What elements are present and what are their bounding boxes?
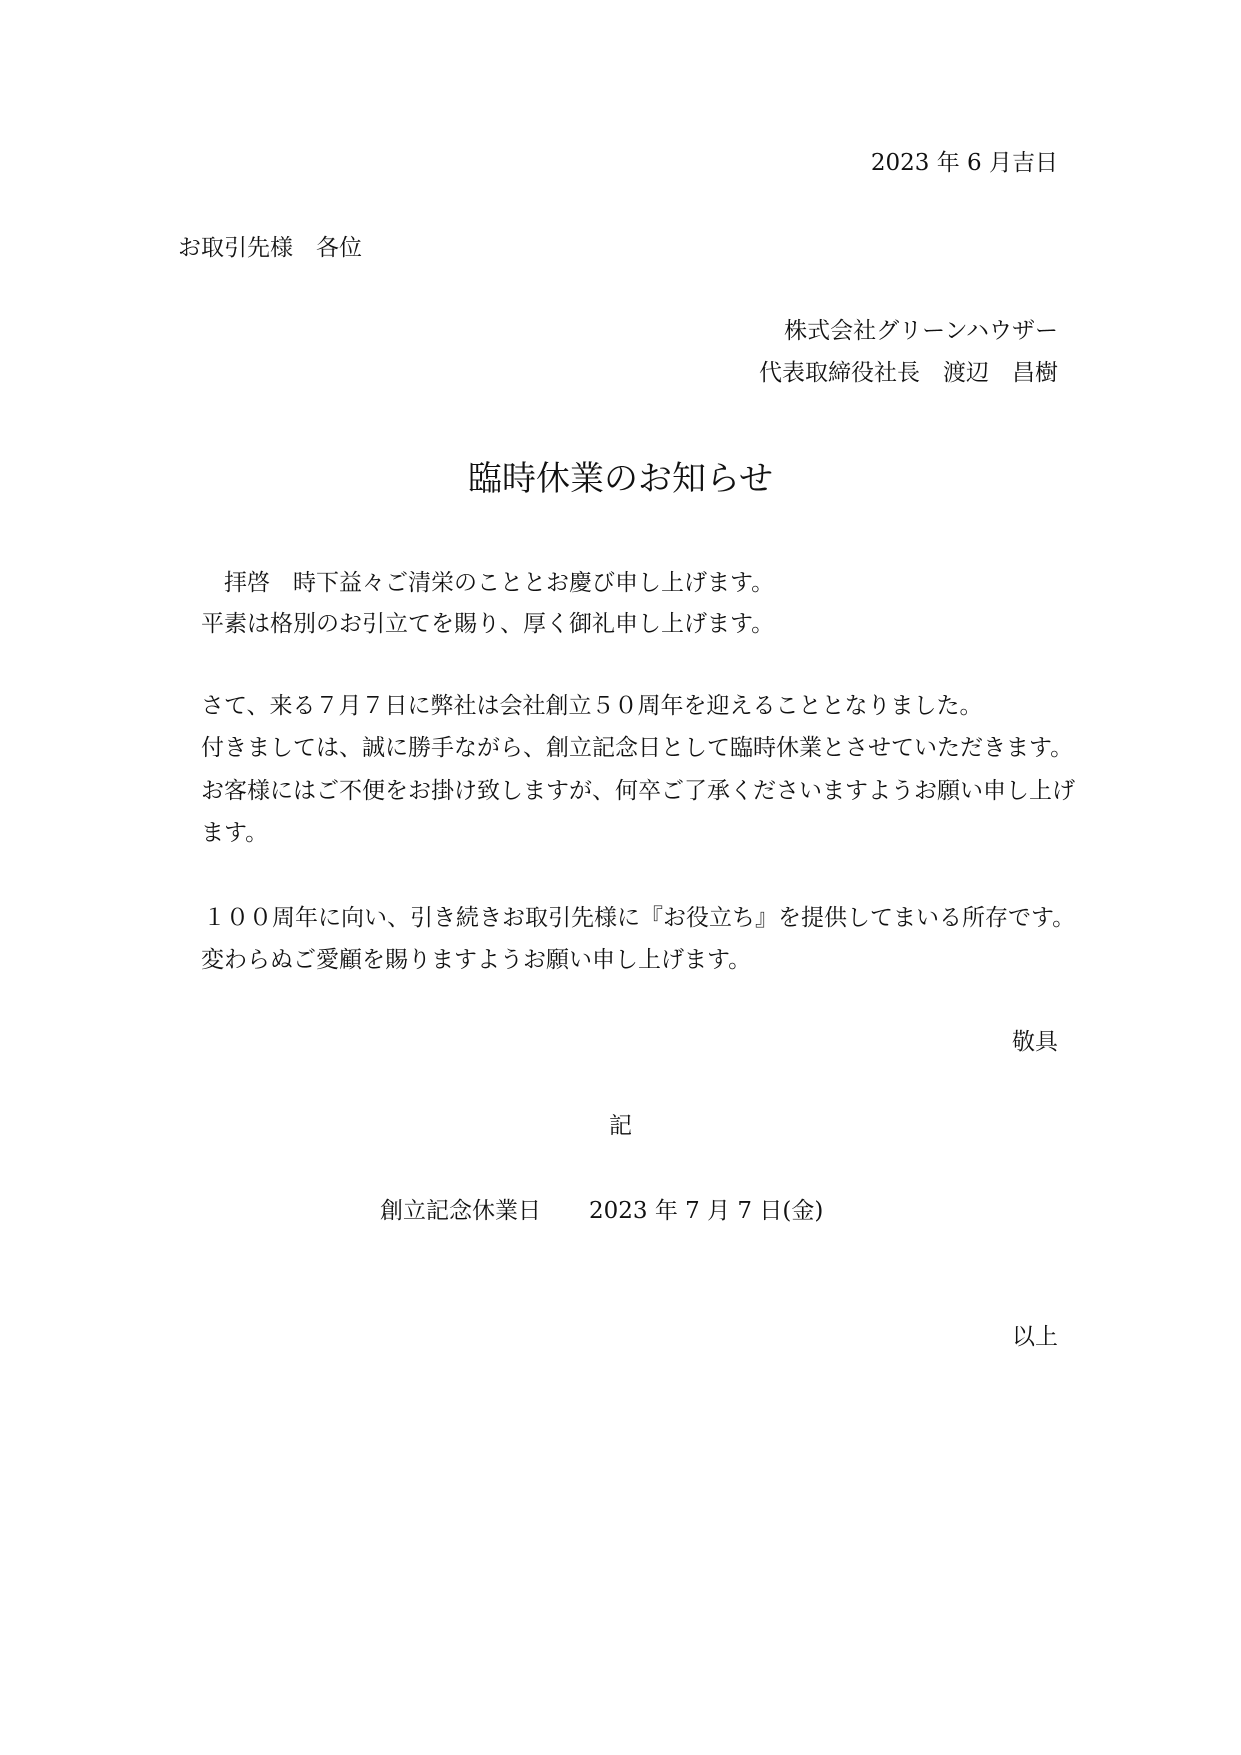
body-line-1: さて、来る７月７日に弊社は会社創立５０周年を迎えることとなりました。	[201, 693, 983, 719]
holiday-detail-row	[380, 1196, 823, 1226]
holiday-date: 2023 年 7 月 7 日(金)	[589, 1198, 824, 1224]
document-title: 臨時休業のお知らせ	[468, 459, 773, 499]
body-line-6: 変わらぬご愛顧を賜りますようお願い申し上げます。	[201, 947, 752, 973]
holiday-label: 創立記念休業日	[380, 1198, 541, 1224]
body-line-2: 付きましては、誠に勝手ながら、創立記念日として臨時休業とさせていただきます。	[201, 735, 1074, 761]
recipient-line: お取引先様 各位	[178, 235, 362, 261]
ki-heading: 記	[609, 1113, 632, 1139]
sender-company: 株式会社グリーンハウザー	[784, 318, 1058, 344]
closing-keigu: 敬具	[1012, 1029, 1058, 1055]
greeting-line-1: 拝啓 時下益々ご清栄のこととお慶び申し上げます。	[201, 570, 775, 596]
end-mark-ijou: 以上	[1012, 1324, 1058, 1350]
body-line-5: １００周年に向い、引き続きお取引先様に『お役立ち』を提供してまいる所存です。	[203, 905, 1076, 931]
greeting-line-2: 平素は格別のお引立てを賜り、厚く御礼申し上げます。	[201, 611, 775, 637]
body-line-4: ます。	[201, 820, 269, 846]
letter-date: 2023 年 6 月吉日	[870, 150, 1058, 176]
sender-person: 代表取締役社長 渡辺 昌樹	[759, 360, 1058, 386]
body-line-3: お客様にはご不便をお掛け致しますが、何卒ご了承くださいますようお願い申し上げ	[201, 778, 1075, 804]
